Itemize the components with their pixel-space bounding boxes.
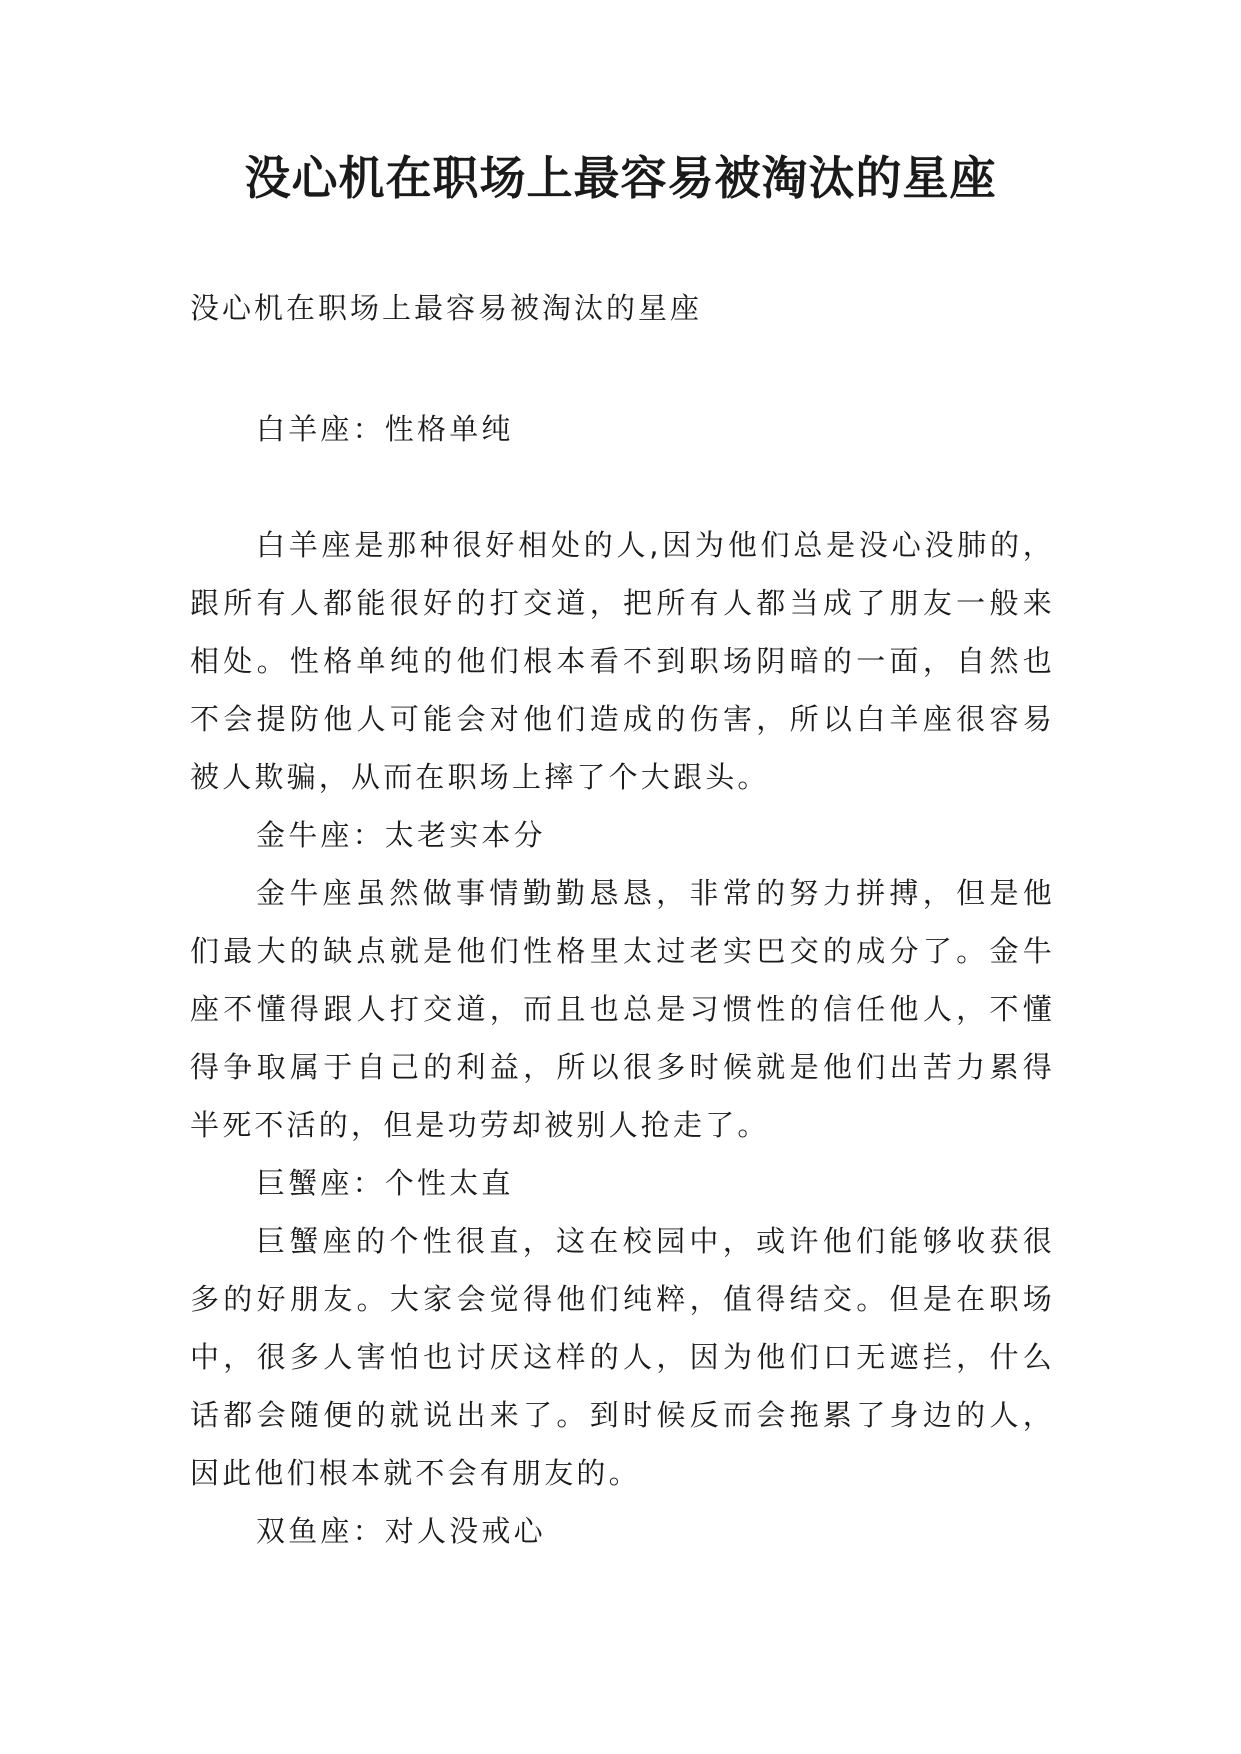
document-body — [190, 400, 1055, 1560]
section-heading-taurus: 金牛座：太老实本分 — [256, 818, 546, 852]
section-spacer — [190, 458, 1055, 516]
section-heading-cancer: 巨蟹座：个性太直 — [256, 1166, 514, 1200]
section-paragraph-taurus: 金牛座虽然做事情勤勤恳恳，非常的努力拼搏，但是他们最大的缺点就是他们性格里太过老实巴交的成分了。金牛座不懂得跟人打交道，而且也总是习惯性的信任他人，不懂得争取属于自己的利益，所以很多时候就是他们出苦力累得半死不活的，但是功劳却被别人抢走了。 — [190, 876, 1055, 1142]
section-heading-aries: 白羊座：性格单纯 — [256, 412, 514, 446]
section-paragraph-cancer: 巨蟹座的个性很直，这在校园中，或许他们能够收获很多的好朋友。大家会觉得他们纯粹，值得结交。但是在职场中，很多人害怕也讨厌这样的人，因为他们口无遮拦，什么话都会随便的就说出来了。到时候反而会拖累了身边的人，因此他们根本就不会有朋友的。 — [190, 1224, 1055, 1490]
section-paragraph-aries: 白羊座是那种很好相处的人,因为他们总是没心没肺的，跟所有人都能很好的打交道，把所有人都当成了朋友一般来相处。性格单纯的他们根本看不到职场阴暗的一面，自然也不会提防他人可能会对他们造成的伤害，所以白羊座很容易被人欺骗，从而在职场上摔了个大跟头。 — [190, 528, 1055, 794]
section-heading-pisces: 双鱼座：对人没戒心 — [256, 1514, 546, 1548]
document-title: 没心机在职场上最容易被淘汰的星座 — [244, 151, 997, 205]
document-subtitle: 没心机在职场上最容易被淘汰的星座 — [190, 291, 703, 325]
